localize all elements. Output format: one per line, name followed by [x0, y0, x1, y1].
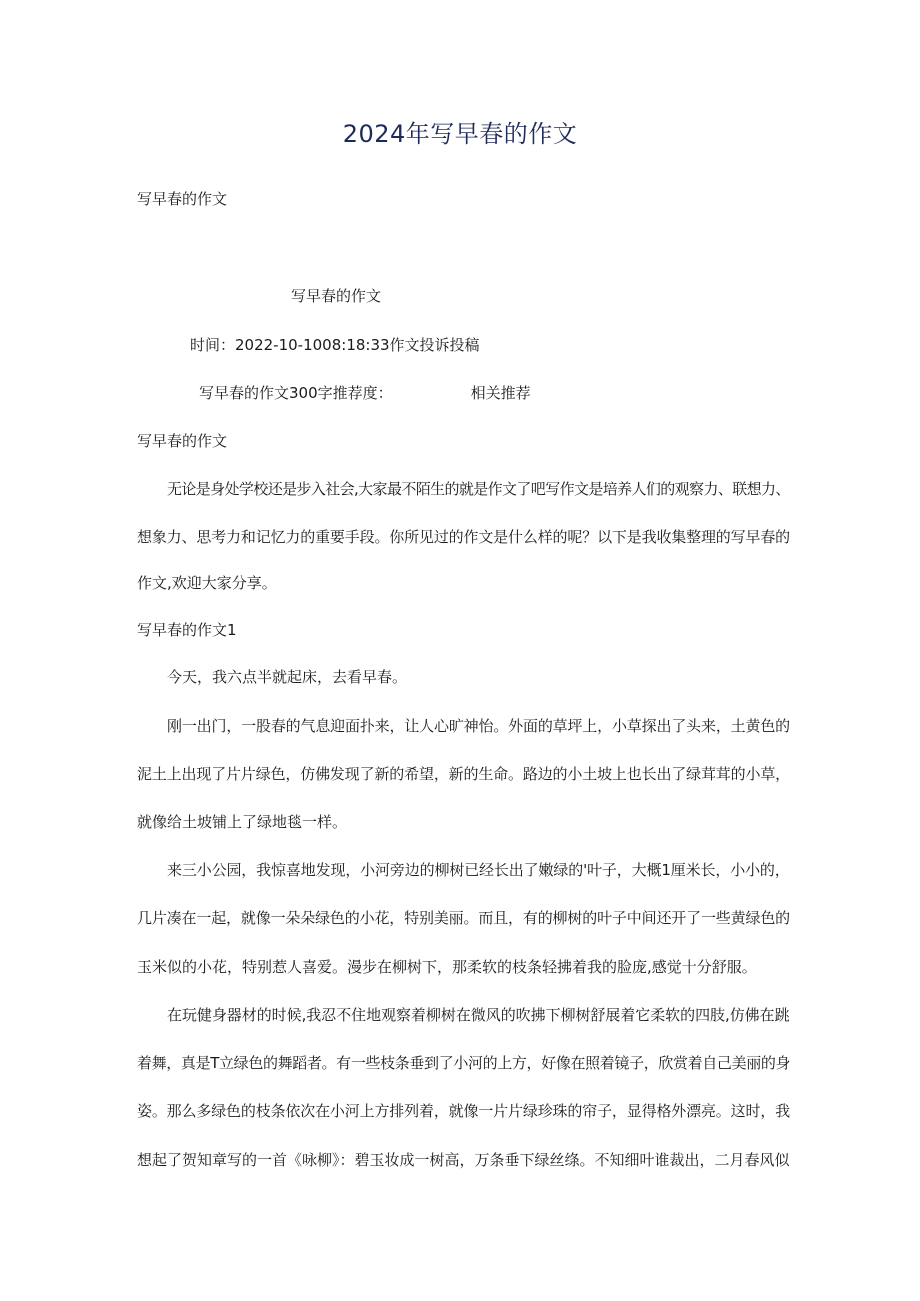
p3-line-1: 来三小公园，我惊喜地发现，小河旁边的柳树已经长出了嫩绿的'叶子，大概1厘米长，小小的，: [167, 861, 790, 879]
subtitle: 写早春的作文: [137, 190, 228, 208]
p4-line-4: 想起了贺知章写的一首《咏柳》：碧玉妆成一树高，万条垂下绿丝绦。不知细叶谁裁出，二月春风似: [137, 1151, 790, 1169]
intro-line-2: 想象力、思考力和记忆力的重要手段。你所见过的作文是什么样的呢？以下是我收集整理的写早春的: [137, 528, 791, 546]
intro-line-3: 作文,欢迎大家分享。: [137, 574, 277, 592]
recommend-label: 写早春的作文300字推荐度：: [199, 384, 393, 402]
meta-line: 时间：2022-10-1008:18:33作文投诉投稿: [190, 336, 480, 354]
p4-line-3: 姿。那么多绿色的枝条依次在小河上方排列着，就像一片片绿珍珠的帘子，显得格外漂亮。这时，我: [137, 1102, 791, 1120]
p2-line-3: 就像给土坡铺上了绿地毯一样。: [137, 813, 348, 831]
related-recommend-link[interactable]: 相关推荐: [470, 384, 531, 402]
p2-line-1: 刚一出门，一股春的气息迎面扑来，让人心旷神怡。外面的草坪上，小草探出了头来，土黄色的: [167, 717, 790, 735]
p1-line-1: 今天，我六点半就起床，去看早春。: [167, 668, 408, 686]
essay-heading: 写早春的作文1: [137, 621, 237, 639]
document-title: 2024年写早春的作文: [342, 120, 578, 148]
intro-line-1: 无论是身处学校还是步入社会,大家最不陌生的就是作文了吧写作文是培养人们的观察力、联想力、: [167, 480, 790, 498]
p3-line-3: 玉米似的小花，特别惹人喜爱。漫步在柳树下，那柔软的枝条轻拂着我的脸庞,感觉十分舒服。: [137, 958, 757, 976]
subtitle-second: 写早春的作文: [137, 432, 228, 450]
p2-line-2: 泥土上出现了片片绿色，仿佛发现了新的希望，新的生命。路边的小土坡上也长出了绿茸茸的小草，: [137, 765, 791, 783]
center-heading: 写早春的作文: [291, 287, 382, 305]
p4-line-2: 着舞，真是T立绿色的舞蹈者。有一些枝条垂到了小河的上方，好像在照着镜子，欣赏着自己美丽的身: [137, 1054, 791, 1072]
p4-line-1: 在玩健身器材的时候,我忍不住地观察着柳树在微风的吹拂下柳树舒展着它柔软的四肢,仿佛在跳: [167, 1006, 790, 1024]
recommend-line: [199, 383, 531, 403]
p3-line-2: 几片凑在一起，就像一朵朵绿色的小花，特别美丽。而且，有的柳树的叶子中间还开了一些黄绿色的: [137, 909, 791, 927]
